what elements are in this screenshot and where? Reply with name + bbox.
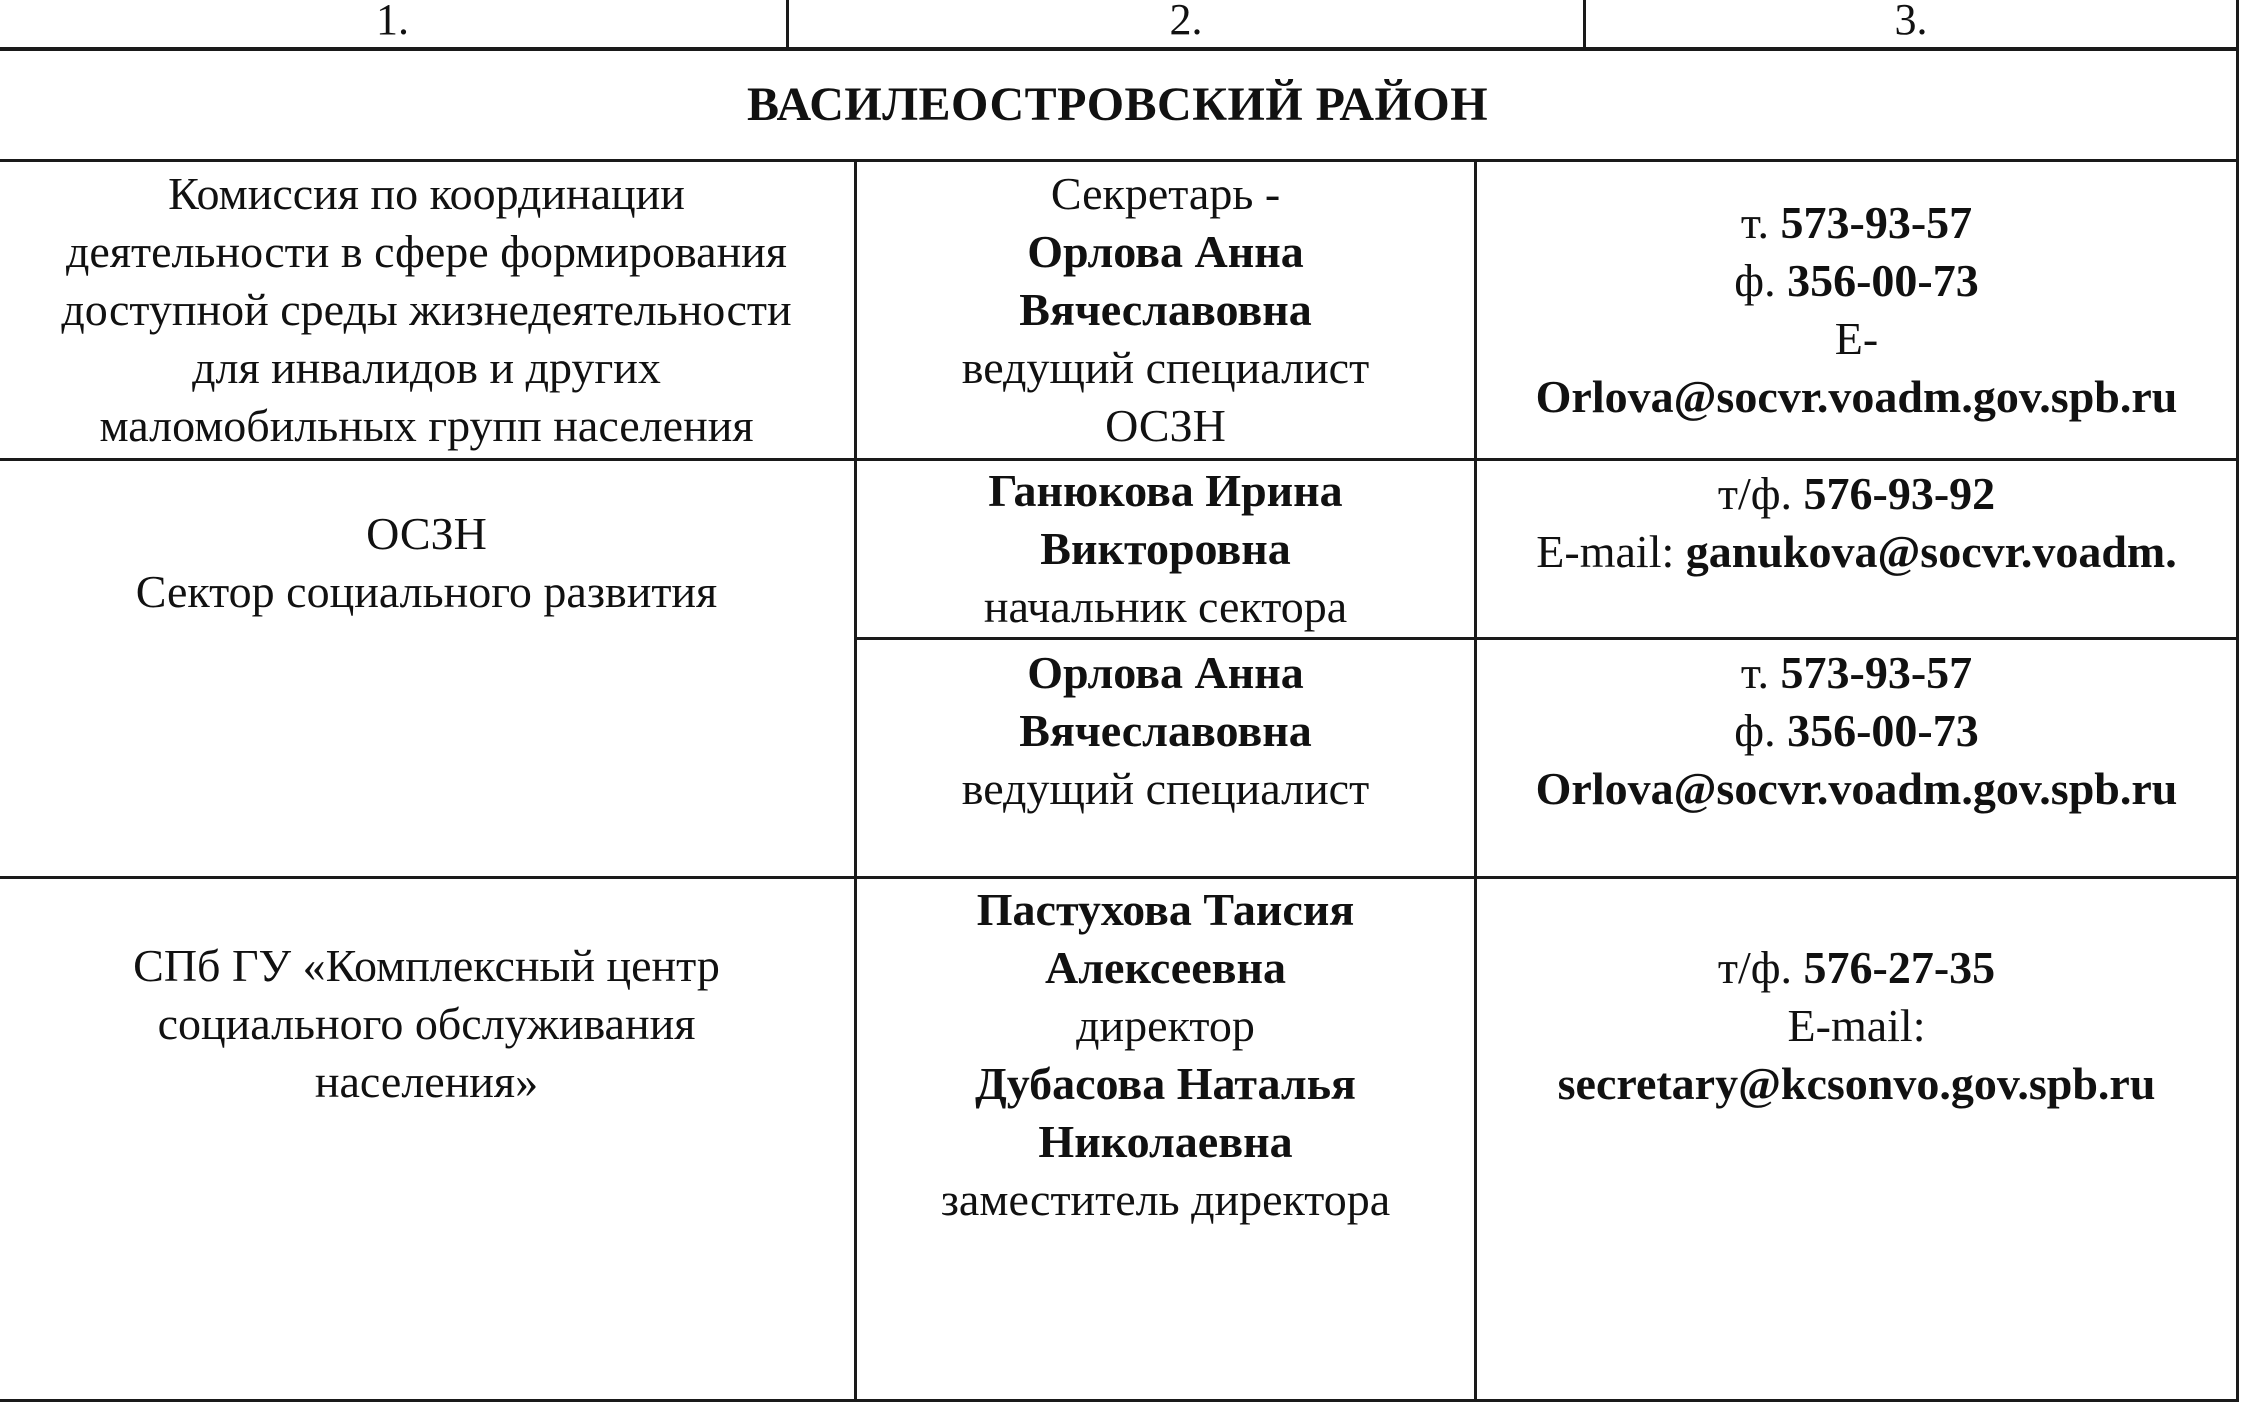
organization-line: СПб ГУ «Комплексный центр <box>133 940 720 991</box>
phone-line <box>1477 644 2236 702</box>
person-cell <box>856 878 1476 1401</box>
fax-prefix: ф. <box>1734 705 1776 756</box>
person-role: начальник сектора <box>983 581 1348 632</box>
person-cell <box>856 639 1476 878</box>
contacts-cell <box>1476 878 2238 1401</box>
person-name: Алексеевна <box>1045 942 1286 993</box>
phone-prefix: т/ф. <box>1717 468 1793 519</box>
table-row <box>0 878 2238 1401</box>
organization-cell <box>0 460 856 878</box>
person-name: Орлова Анна <box>1027 226 1304 277</box>
organization-cell <box>0 161 856 460</box>
email-label: E-mail: <box>1536 526 1675 577</box>
person-name: Вячеславовна <box>1019 705 1312 756</box>
person-name: Дубасова Наталья <box>975 1058 1356 1109</box>
person-role: ОСЗН <box>1105 400 1226 451</box>
person-role: заместитель директора <box>940 1174 1391 1225</box>
phone-number: 576-93-92 <box>1803 468 1996 519</box>
phone-prefix: т/ф. <box>1717 942 1793 993</box>
email-line <box>1477 523 2236 581</box>
person-role: ведущий специалист <box>961 763 1370 814</box>
fax-number: 356-00-73 <box>1787 705 1979 756</box>
person-name: Викторовна <box>1040 523 1291 574</box>
organization-line: населения» <box>314 1056 539 1107</box>
organization-line: Комиссия по координации <box>168 168 685 219</box>
contacts-cell <box>1476 639 2238 878</box>
organization-line: ОСЗН <box>366 508 487 559</box>
phone-prefix: т. <box>1740 647 1770 698</box>
fax-prefix: ф. <box>1734 255 1776 306</box>
organization-line: деятельности в сфере формирования <box>66 226 787 277</box>
organization-line: доступной среды жизнедеятельности <box>61 284 792 335</box>
person-prefix: Секретарь - <box>1050 168 1281 219</box>
email-address: ganukova@socvr.voadm. <box>1685 526 2177 577</box>
email-label: E- <box>1834 313 1879 364</box>
person-role: ведущий специалист <box>961 342 1370 393</box>
phone-line <box>1477 465 2236 523</box>
column-number-2: 2. <box>788 0 1585 49</box>
email-label: E-mail: <box>1787 1000 1926 1051</box>
fax-line <box>1477 252 2236 310</box>
person-name: Николаевна <box>1038 1116 1293 1167</box>
contacts-cell <box>1476 161 2238 460</box>
fax-line <box>1477 702 2236 760</box>
table-row <box>0 460 2238 639</box>
person-name: Ганюкова Ирина <box>988 465 1343 516</box>
column-number-3: 3. <box>1585 0 2238 49</box>
organization-cell <box>0 878 856 1401</box>
email-address: Orlova@socvr.voadm.gov.spb.ru <box>1535 763 2178 814</box>
organization-line: маломобильных групп населения <box>99 400 754 451</box>
person-cell <box>856 460 1476 639</box>
organization-line: социального обслуживания <box>157 998 696 1049</box>
phone-line <box>1477 194 2236 252</box>
email-address: secretary@kcsonvo.gov.spb.ru <box>1557 1058 2156 1109</box>
person-role: директор <box>1076 1000 1255 1051</box>
person-name: Пастухова Таисия <box>976 884 1355 935</box>
phone-prefix: т. <box>1740 197 1770 248</box>
column-number-row <box>0 0 2239 50</box>
phone-line <box>1477 939 2236 997</box>
person-name: Вячеславовна <box>1019 284 1312 335</box>
district-heading: ВАСИЛЕОСТРОВСКИЙ РАЙОН <box>0 50 2238 161</box>
phone-number: 573-93-57 <box>1780 647 1973 698</box>
column-number-1: 1. <box>0 0 788 49</box>
table-row <box>0 161 2238 460</box>
email-address: Orlova@socvr.voadm.gov.spb.ru <box>1535 371 2178 422</box>
contacts-cell <box>1476 460 2238 639</box>
organization-line: Сектор социального развития <box>135 566 718 617</box>
contacts-table <box>0 48 2239 1402</box>
phone-number: 576-27-35 <box>1803 942 1996 993</box>
organization-line: для инвалидов и других <box>192 342 661 393</box>
person-cell <box>856 161 1476 460</box>
person-name: Орлова Анна <box>1027 647 1304 698</box>
phone-number: 573-93-57 <box>1780 197 1973 248</box>
fax-number: 356-00-73 <box>1787 255 1979 306</box>
